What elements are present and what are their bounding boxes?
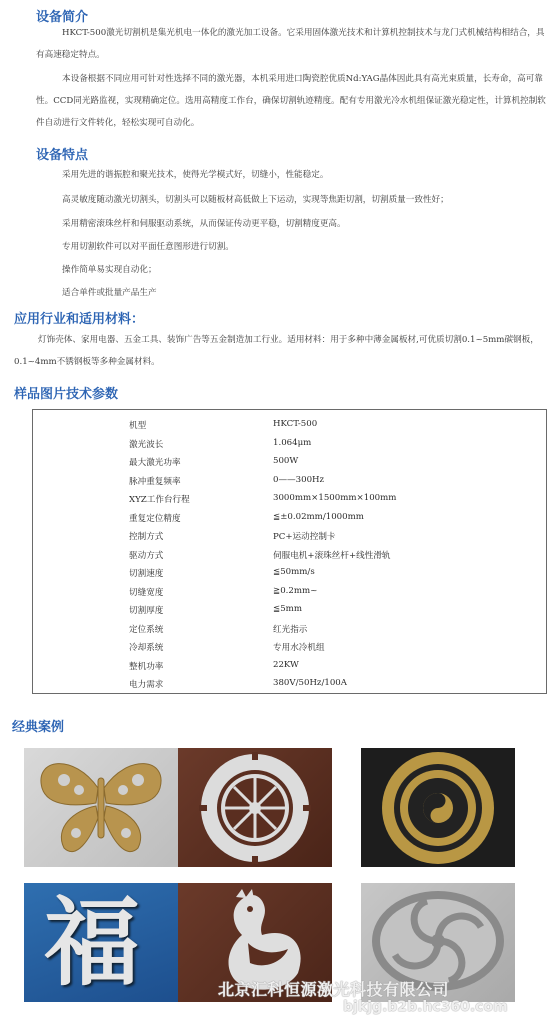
spec-value: 伺服电机+滚珠丝杆+线性滑轨 (273, 550, 391, 561)
fu-character: 福 (44, 887, 140, 999)
spec-key: 脉冲重复频率 (129, 476, 181, 487)
spec-row (33, 564, 546, 582)
spec-value: 380V/50Hz/100A (273, 678, 347, 688)
feature-item: 高灵敏度随动激光切割头，切割头可以随板材高低做上下运动，实现等焦距切割，切割质量一致性好； (62, 195, 449, 205)
spec-value: ≦50mm/s (273, 567, 315, 577)
spec-row (33, 435, 546, 453)
spec-row (33, 453, 546, 471)
spec-value: 专用水冷机组 (273, 643, 325, 653)
spec-key: 机型 (129, 421, 147, 431)
spec-row (33, 546, 546, 564)
spec-key: 驱动方式 (129, 550, 164, 561)
spec-row (33, 675, 546, 693)
spec-row (33, 527, 546, 545)
applications-text: 灯饰壳体、家用电器、五金工具、装饰广告等五金制造加工行业。适用材料：用于多种中薄金属板材,可优质切割0.1~5mm碳钢板，0.1~4mm不锈钢板等多种金属材料。 (14, 335, 539, 367)
spec-row (33, 472, 546, 490)
spec-row (33, 509, 546, 527)
feature-item: 采用精密滚珠丝杆和伺服驱动系统，从而保证传动更平稳，切割精度更高。 (62, 219, 346, 229)
spec-value: ≦5mm (273, 604, 302, 614)
intro-paragraph-2: 本设备根据不同应用可针对性选择不同的激光器，本机采用进口陶瓷腔优质Nd:YAG晶体因此具有高光束质量，长寿命，高可靠性。CCD同光路监视，实现精确定位。选用高精度工作台，确保切割轨迹精度。配有专用激光冷水机组保证激光稳定性，计算机控制软件自动进行文件转化，轻松实现可自动化。 (36, 74, 546, 128)
features-heading: 设备特点 (36, 148, 89, 163)
applications-heading: 应用行业和适用材料： (14, 312, 145, 327)
spec-key: 切割厚度 (129, 606, 164, 616)
spec-row (33, 490, 546, 508)
feature-item: 专用切割软件可以对平面任意图形进行切割。 (62, 242, 234, 252)
spec-row (33, 601, 546, 619)
taiji-case-image (361, 748, 515, 867)
company-watermark: 北京汇科恒源激光科技有限公司 (218, 980, 450, 999)
spec-value: ≧0.2mm~ (273, 585, 318, 596)
spec-key: 最大激光功率 (129, 458, 181, 468)
spec-table (32, 409, 547, 694)
spec-value: 500W (273, 456, 299, 466)
spec-value: ≦±0.02mm/1000mm (273, 511, 364, 522)
gear-wheel-case-image (178, 748, 332, 867)
spec-key: 整机功率 (129, 661, 164, 672)
spec-key: XYZ工作台行程 (129, 495, 190, 505)
spec-value: 0——300Hz (273, 474, 325, 485)
spec-key: 切割速度 (129, 569, 164, 579)
spec-value: 3000mm×1500mm×100mm (273, 493, 397, 503)
spec-value: 22KW (273, 659, 299, 670)
spec-key: 控制方式 (129, 532, 164, 542)
spec-row (33, 638, 546, 656)
fu-character-case-image (24, 883, 178, 1002)
spec-row (33, 416, 546, 434)
spec-value: HKCT-500 (273, 419, 318, 429)
spec-key: 定位系统 (129, 624, 164, 635)
spec-row (33, 620, 546, 638)
spec-key: 电力需求 (129, 680, 164, 690)
feature-item: 适合单件或批量产品生产 (62, 288, 157, 298)
intro-heading: 设备简介 (36, 10, 89, 25)
spec-key: 重复定位精度 (129, 513, 181, 524)
spec-row (33, 583, 546, 601)
feature-item: 操作简单易实现自动化； (62, 265, 157, 275)
url-watermark: bjkjg.b2b.hc360.com (343, 999, 508, 1015)
butterfly-case-image (24, 748, 178, 867)
spec-key: 切缝宽度 (129, 587, 164, 598)
feature-item: 采用先进的谐振腔和聚光技术，使得光学模式好，切缝小，性能稳定。 (62, 170, 329, 180)
spec-value: 红光指示 (273, 624, 308, 635)
spec-value: PC+运动控制卡 (273, 532, 336, 542)
specs-heading: 样品图片技术参数 (14, 387, 119, 402)
spec-value: 1.064μm (273, 437, 312, 448)
intro-paragraph-1: HKCT-500激光切割机是集光机电一体化的激光加工设备。它采用固体激光技术和计算机控制技术与龙门式机械结构相结合，具有高速稳定特点。 (36, 28, 545, 60)
cases-heading: 经典案例 (12, 720, 65, 735)
spec-row (33, 657, 546, 675)
spec-key: 冷却系统 (129, 643, 164, 653)
spec-key: 激光波长 (129, 439, 164, 450)
